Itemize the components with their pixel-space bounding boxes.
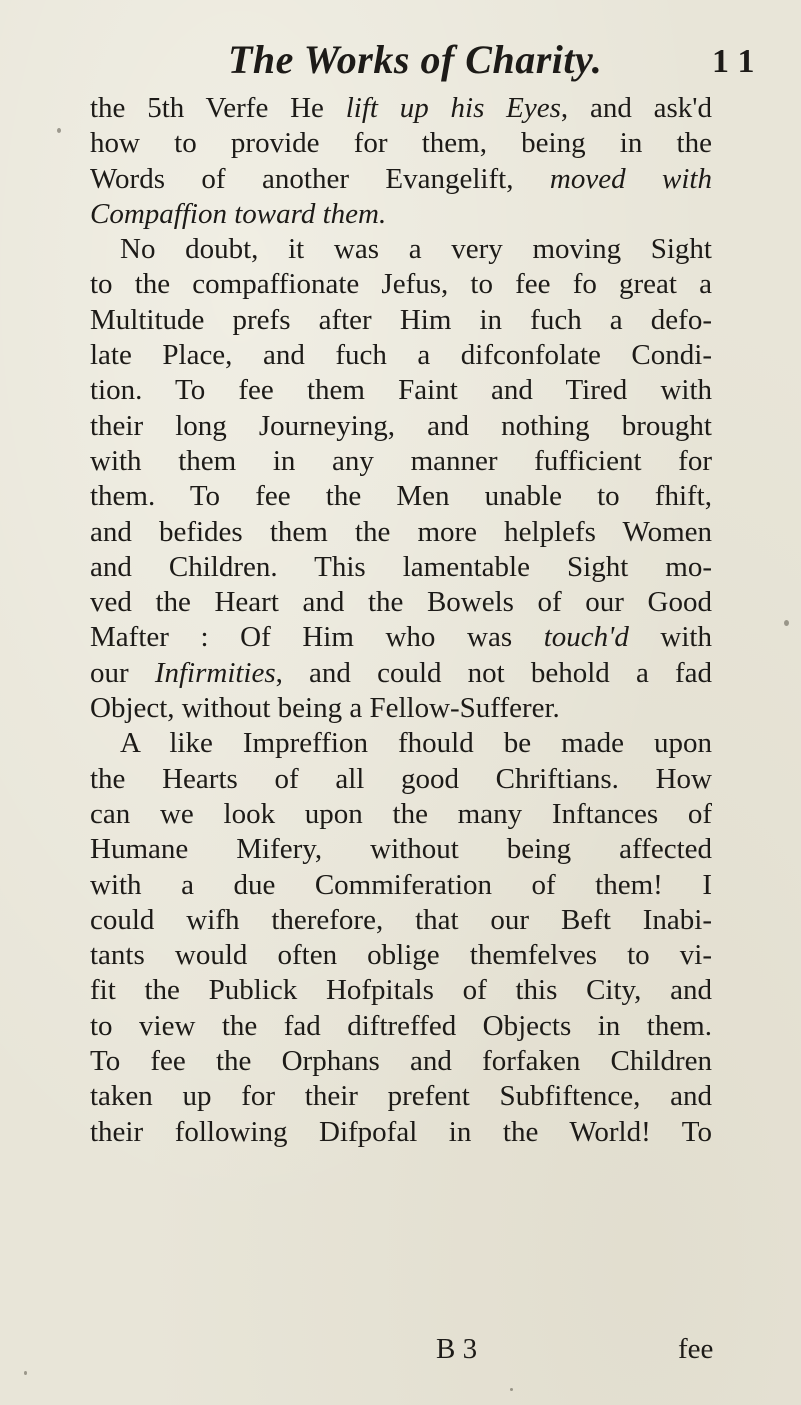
- text-run: with: [628, 621, 712, 654]
- catchword: fee: [678, 1333, 714, 1365]
- text-line: and Children. This lamentable Sight mo-: [90, 550, 712, 583]
- text-line: could wifh therefore, that our Beft Inabi-: [90, 903, 712, 936]
- text-line: with a due Commiferation of them! I: [90, 868, 712, 901]
- text-line: A like Impreffion fhould be made upon: [120, 727, 712, 760]
- signature-mark: B 3: [436, 1333, 478, 1365]
- text-line: can we look upon the many Inftances of: [90, 797, 712, 830]
- text-line: No doubt, it was a very moving Sight: [120, 233, 712, 266]
- text-run: , and ask'd: [560, 92, 712, 124]
- italic-text: touch'd: [543, 621, 629, 654]
- text-line: ved the Heart and the Bowels of our Good: [90, 586, 712, 619]
- text-run: our: [90, 656, 155, 689]
- italic-text: lift up his Eyes: [345, 92, 561, 124]
- italic-text: moved with: [549, 162, 712, 195]
- text-line: [90, 162, 712, 197]
- text-line: their following Difpofal in the World! To: [90, 1115, 712, 1148]
- body-text: [90, 91, 712, 1150]
- paper-speck: [510, 1388, 513, 1391]
- text-line: to the compaffionate Jefus, to fee fo great a: [90, 268, 712, 301]
- text-line: tion. To fee them Faint and Tired with: [90, 374, 712, 407]
- text-run: , and could not behold a fad: [275, 656, 712, 689]
- paper-speck: [57, 128, 61, 133]
- text-line: [90, 620, 712, 655]
- text-line: with them in any manner fufficient for: [90, 444, 712, 477]
- italic-text: Infirmities: [154, 656, 276, 689]
- text-line: the Hearts of all good Chriftians. How: [90, 762, 712, 795]
- text-line: Object, without being a Fellow-Sufferer.: [90, 692, 560, 725]
- text-line: to view the fad diftreffed Objects in them.: [90, 1009, 712, 1042]
- text-line: taken up for their prefent Subfiftence, and: [90, 1080, 712, 1113]
- text-line: [90, 656, 712, 691]
- italic-text: Compaffion toward them.: [90, 197, 387, 230]
- text-line: To fee the Orphans and forfaken Children: [90, 1045, 712, 1078]
- text-run: Words of another Evangelift,: [90, 162, 550, 195]
- page-number: 1 1: [712, 43, 755, 80]
- text-run: the 5th Verfe He: [90, 92, 346, 124]
- text-run: Mafter : Of Him who was: [90, 621, 544, 654]
- running-head-title: The Works of Charity.: [228, 37, 603, 82]
- text-line: fit the Publick Hofpitals of this City, and: [90, 974, 712, 1007]
- text-line: Multitude prefs after Him in fuch a defo-: [90, 303, 712, 336]
- text-line: [90, 91, 712, 126]
- paper-speck: [24, 1371, 27, 1375]
- text-line: them. To fee the Men unable to fhift,: [90, 480, 712, 513]
- text-line: Humane Mifery, without being affected: [90, 833, 712, 866]
- text-line: their long Journeying, and nothing brought: [90, 409, 712, 442]
- text-line: how to provide for them, being in the: [90, 127, 712, 160]
- paper-speck: [784, 620, 789, 626]
- text-line: late Place, and fuch a difconfolate Condi-: [90, 339, 712, 372]
- text-line: and befides them the more helplefs Women: [90, 515, 712, 548]
- text-line: [90, 197, 712, 232]
- text-line: tants would often oblige themfelves to vi-: [90, 939, 712, 972]
